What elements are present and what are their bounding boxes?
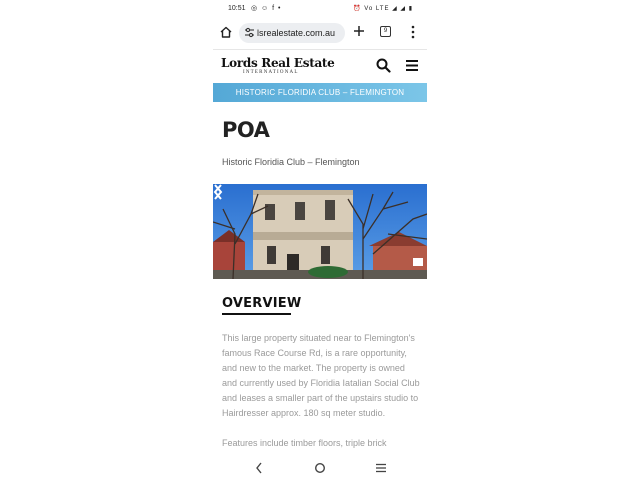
back-icon[interactable] xyxy=(255,462,263,474)
banner-title: HISTORIC FLORIDIA CLUB – FLEMINGTON xyxy=(235,88,405,97)
status-bar xyxy=(213,0,427,18)
system-indicators: ⏰ Vo LTE ◢ ◢ ▮ xyxy=(353,6,413,12)
overview-underline xyxy=(222,313,291,315)
new-tab-icon[interactable] xyxy=(352,24,366,38)
browser-toolbar xyxy=(213,20,427,48)
site-logo[interactable]: Lords Real Estate xyxy=(221,56,335,70)
phone-screen xyxy=(213,0,427,480)
carousel-next-icon[interactable] xyxy=(213,184,223,200)
property-photo xyxy=(213,184,427,279)
site-header xyxy=(213,50,427,82)
home-icon[interactable] xyxy=(219,25,233,39)
site-settings-icon[interactable] xyxy=(244,27,255,38)
overview-paragraph: This large property situated near to Flemington's famous Race Course Rd, is a rare opportunity, and new to the market. The property is owned and currently used by Floridia Iatalian Social Club and leases a smaller part of the upstairs studio to Hairdresser approx. 180 sq meter studio. xyxy=(222,333,420,418)
address-bar[interactable] xyxy=(239,23,345,43)
recent-apps-icon[interactable] xyxy=(375,463,387,473)
listing-subtitle: Historic Floridia Club – Flemington xyxy=(222,157,360,167)
property-photo-carousel[interactable] xyxy=(213,184,427,279)
listing-price: POA xyxy=(222,118,270,142)
page-banner xyxy=(213,83,427,102)
system-navigation-bar xyxy=(213,456,427,480)
status-time: 10:51 xyxy=(228,5,246,12)
more-options-icon[interactable] xyxy=(411,25,415,39)
overview-description xyxy=(222,331,422,466)
overview-paragraph: Features include timber floors, triple brick xyxy=(222,438,387,448)
home-nav-icon[interactable] xyxy=(314,462,326,474)
notification-icons: ◎ ☺ f • xyxy=(251,5,282,12)
tab-switcher-button[interactable]: 9 xyxy=(380,26,391,37)
overview-heading: OVERVIEW xyxy=(222,296,302,311)
hamburger-menu-icon[interactable] xyxy=(406,60,418,71)
site-logo-subtitle: INTERNATIONAL xyxy=(243,70,299,75)
url-text[interactable]: lsrealestate.com.au xyxy=(257,28,336,38)
search-icon[interactable] xyxy=(376,58,391,73)
